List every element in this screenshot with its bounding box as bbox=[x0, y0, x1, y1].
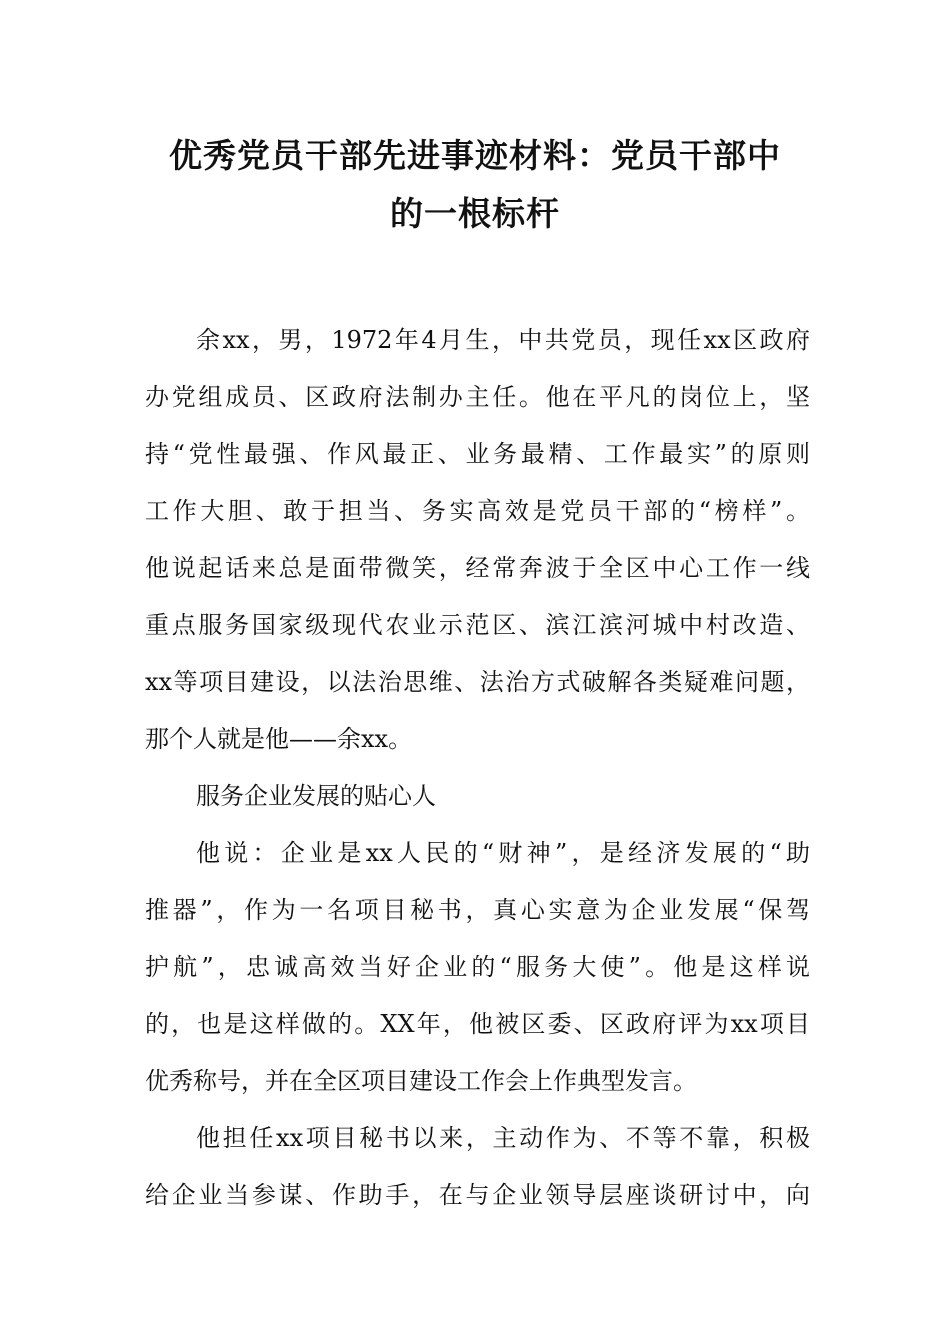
paragraph-2-line-1: 他说：企业是xx人民的“财神”，是经济发展的“助 bbox=[196, 839, 810, 867]
document-title-line-1: 优秀党员干部先进事迹材料：党员干部中 bbox=[169, 136, 781, 175]
paragraph-2-line-2: 推器”，作为一名项目秘书，真心实意为企业发展“保驾 bbox=[145, 896, 810, 924]
paragraph-3-line-1: 他担任xx项目秘书以来，主动作为、不等不靠，积极 bbox=[196, 1124, 810, 1152]
paragraph-1-line-5: 他说起话来总是面带微笑，经常奔波于全区中心工作一线 bbox=[145, 554, 810, 582]
paragraph-2-line-3: 护航”，忠诚高效当好企业的“服务大使”。他是这样说 bbox=[145, 953, 810, 981]
paragraph-1-line-6: 重点服务国家级现代农业示范区、滨江滨河城中村改造、 bbox=[145, 611, 810, 639]
document-title-line-2: 的一根标杆 bbox=[390, 194, 560, 233]
section-heading: 服务企业发展的贴心人 bbox=[196, 782, 436, 810]
paragraph-1-line-3: 持“党性最强、作风最正、业务最精、工作最实”的原则 bbox=[145, 440, 810, 468]
paragraph-1-line-7: xx等项目建设，以法治思维、法治方式破解各类疑难问题， bbox=[145, 668, 810, 696]
paragraph-1-line-4: 工作大胆、敢于担当、务实高效是党员干部的“榜样”。 bbox=[145, 497, 810, 525]
paragraph-2-line-5: 优秀称号，并在全区项目建设工作会上作典型发言。 bbox=[145, 1067, 697, 1095]
paragraph-1-line-1: 余xx，男，1972年4月生，中共党员，现任xx区政府 bbox=[196, 326, 810, 354]
paragraph-1-line-2: 办党组成员、区政府法制办主任。他在平凡的岗位上，坚 bbox=[145, 383, 810, 411]
paragraph-2-line-4: 的，也是这样做的。XX年，他被区委、区政府评为xx项目 bbox=[145, 1010, 810, 1038]
paragraph-3-line-2: 给企业当参谋、作助手，在与企业领导层座谈研讨中，向 bbox=[145, 1181, 810, 1209]
paragraph-1-line-8: 那个人就是他——余xx。 bbox=[145, 725, 413, 753]
